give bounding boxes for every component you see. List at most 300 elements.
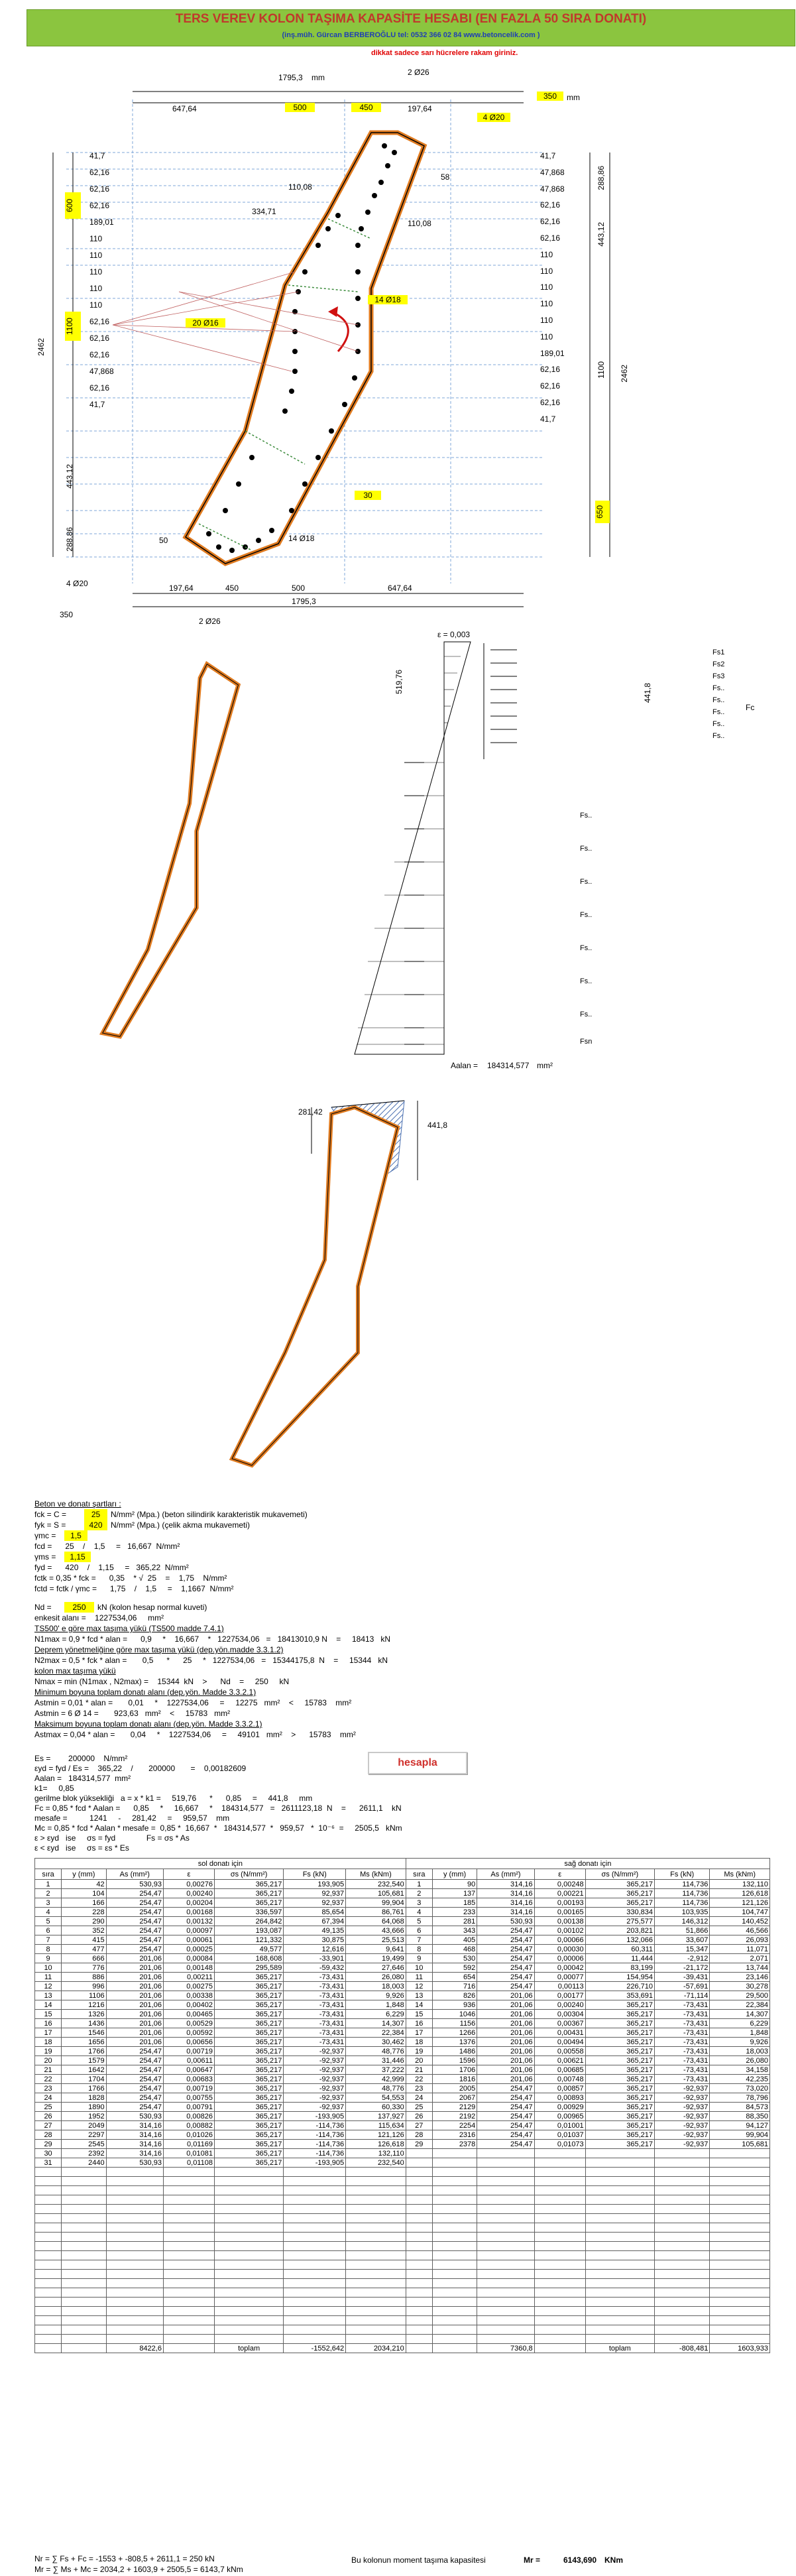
table-cell [710, 2177, 770, 2186]
table-cell: 0,00113 [534, 1982, 585, 1991]
table-cell [534, 2177, 585, 2186]
col-header: Ms (kNm) [710, 1869, 770, 1880]
table-cell: 365,217 [214, 2000, 283, 2010]
unit-label: mm [312, 73, 325, 82]
table-cell: 365,217 [214, 2075, 283, 2084]
table-row [35, 2298, 770, 2307]
table-cell: 201,06 [106, 1982, 163, 1991]
table-cell: 0,00042 [534, 1963, 585, 1973]
max-header: Maksimum boyuna toplam donatı alanı (dep.yön. Madde 3.3.2.1) [34, 1719, 262, 1729]
right-table-title: sağ donatı için [406, 1859, 769, 1869]
table-cell [35, 2251, 62, 2260]
table-cell: -73,431 [284, 1973, 346, 1982]
table-cell [432, 2242, 477, 2251]
bot-corner-bar-label: 4 Ø20 [66, 579, 88, 588]
table-cell [406, 2279, 432, 2288]
table-cell: 1 [35, 1880, 62, 1889]
table-cell: 365,217 [585, 2038, 654, 2047]
table-cell: 12 [35, 1982, 62, 1991]
table-cell [432, 2149, 477, 2158]
table-cell [655, 2325, 710, 2335]
table-cell: 254,47 [477, 1945, 534, 1954]
table-cell: 84,573 [710, 2103, 770, 2112]
left-total-label: toplam [214, 2344, 283, 2353]
table-cell: 1890 [62, 2103, 106, 2112]
table-cell: 201,06 [477, 1991, 534, 2000]
table-cell: 0,01037 [534, 2130, 585, 2140]
table-cell [284, 2223, 346, 2233]
compression-zone-svg [199, 1087, 597, 1472]
table-row [35, 2000, 770, 2010]
table-cell [534, 2335, 585, 2344]
table-cell [163, 2242, 214, 2251]
table-cell: 114,736 [655, 1880, 710, 1889]
table-cell [406, 2223, 432, 2233]
table-cell [163, 2168, 214, 2177]
table-cell [284, 2205, 346, 2214]
table-cell: 254,47 [106, 2056, 163, 2065]
mesafe-line: mesafe = 1241 - 281,42 = 959,57 mm [34, 1813, 230, 1823]
table-cell [163, 2335, 214, 2344]
table-cell: 99,904 [710, 2130, 770, 2140]
left-block2-input[interactable]: 1100 [65, 312, 81, 341]
table-cell: -92,937 [284, 2093, 346, 2103]
table-cell: 592 [432, 1963, 477, 1973]
table-cell [62, 2260, 106, 2270]
table-cell: 19 [35, 2047, 62, 2056]
table-cell: 0,00304 [534, 2010, 585, 2019]
table-cell: 468 [432, 1945, 477, 1954]
table-cell: 2 [35, 1889, 62, 1898]
bar-mid-right-input[interactable]: 14 Ø18 [368, 295, 408, 304]
table-cell: 0,00719 [163, 2047, 214, 2056]
table-cell: 203,821 [585, 1926, 654, 1935]
table-cell [477, 2307, 534, 2316]
table-cell [284, 2177, 346, 2186]
table-cell: 22 [406, 2075, 432, 2084]
table-cell [406, 2325, 432, 2335]
dep-header: Deprem yönetmeliğine göre max taşıma yükü (dep.yön.madde 3.3.1.2) [34, 1645, 284, 1654]
table-cell [62, 2298, 106, 2307]
table-cell: 26 [35, 2112, 62, 2121]
table-cell [346, 2298, 406, 2307]
table-cell: 201,06 [106, 2038, 163, 2047]
table-cell: 132,110 [710, 1880, 770, 1889]
table-cell [585, 2158, 654, 2168]
table-cell [62, 2307, 106, 2316]
table-row [35, 2325, 770, 2335]
table-cell: 105,681 [710, 2140, 770, 2149]
table-cell [35, 2288, 62, 2298]
table-cell: 11 [406, 1973, 432, 1982]
table-row [35, 1991, 770, 2000]
table-cell: 2316 [432, 2130, 477, 2140]
table-cell: 254,47 [477, 1982, 534, 1991]
table-row [35, 2065, 770, 2075]
table-cell: 254,47 [477, 1973, 534, 1982]
table-cell [163, 2223, 214, 2233]
table-cell [477, 2279, 534, 2288]
table-cell: 14 [406, 2000, 432, 2010]
epsilon-label: ε = 0,003 [437, 630, 471, 639]
left-total-dim: 2462 [36, 338, 46, 356]
nr-line: Nr = ∑ Fs + Fc = -1553 + -808,5 + 2611,1 = 250 kN [34, 2554, 215, 2563]
table-cell: 27 [406, 2121, 432, 2130]
table-cell [432, 2233, 477, 2242]
bot-w2-dim: 450 [225, 583, 239, 593]
table-cell [710, 2186, 770, 2195]
nd-note: kN (kolon hesap normal kuveti) [97, 1603, 207, 1612]
mc-line: Mc = 0,85 * fcd * Aalan * mesafe = 0,85 * 16,667 * 184314,577 * 959,57 * 10⁻⁶ = 2505,5 kNm [34, 1823, 402, 1833]
table-cell [406, 2168, 432, 2177]
table-cell [534, 2270, 585, 2279]
table-row [35, 2121, 770, 2130]
table-cell: 99,904 [346, 1898, 406, 1908]
col-header: ε [163, 1869, 214, 1880]
table-cell [406, 2251, 432, 2260]
table-cell: 2067 [432, 2093, 477, 2103]
table-cell [35, 2325, 62, 2335]
table-cell: 0,00965 [534, 2112, 585, 2121]
table-cell: 365,217 [214, 2019, 283, 2028]
table-cell [534, 2279, 585, 2288]
table-cell: 365,217 [214, 2084, 283, 2093]
table-cell: 0,00857 [534, 2084, 585, 2093]
fck-note: N/mm² (Mpa.) (beton silindirik karakteristik mukavemeti) [111, 1510, 308, 1519]
table-cell: 15 [406, 2010, 432, 2019]
table-cell [406, 2205, 432, 2214]
table-cell [585, 2260, 654, 2270]
table-cell: -73,431 [284, 2028, 346, 2038]
table-cell: 25 [35, 2103, 62, 2112]
table-cell: 9 [406, 1954, 432, 1963]
table-cell: 7 [35, 1935, 62, 1945]
left-block1-input[interactable]: 600 [65, 192, 81, 219]
table-cell: 1 [406, 1880, 432, 1889]
table-cell [346, 2233, 406, 2242]
table-cell: 86,761 [346, 1908, 406, 1917]
table-row [35, 2316, 770, 2325]
table-cell: 29 [406, 2140, 432, 2149]
table-cell [710, 2233, 770, 2242]
table-cell: 530,93 [106, 2158, 163, 2168]
table-cell [35, 2260, 62, 2270]
table-cell: 0,00168 [163, 1908, 214, 1917]
table-cell: -193,905 [284, 2158, 346, 2168]
table-cell [710, 2149, 770, 2158]
table-cell: 201,06 [106, 1954, 163, 1963]
table-cell: 105,681 [346, 1889, 406, 1898]
table-cell: 0,00138 [534, 1917, 585, 1926]
table-cell: 28 [35, 2130, 62, 2140]
table-cell: 254,47 [477, 2130, 534, 2140]
table-cell: -71,114 [655, 1991, 710, 2000]
table-cell: 365,217 [214, 2140, 283, 2149]
table-cell: 365,217 [585, 2056, 654, 2065]
table-cell [655, 2186, 710, 2195]
table-cell [62, 2242, 106, 2251]
table-cell: 30,462 [346, 2038, 406, 2047]
area-value: 184314,577 [487, 1061, 530, 1070]
table-cell: 31,446 [346, 2056, 406, 2065]
bot-bar-label: 2 Ø26 [199, 617, 221, 626]
table-cell: 201,06 [106, 2000, 163, 2010]
table-cell: 0,00177 [534, 1991, 585, 2000]
table-cell: 365,217 [585, 2103, 654, 2112]
table-cell: -33,901 [284, 1954, 346, 1963]
table-cell: 28 [406, 2130, 432, 2140]
col-header: y (mm) [432, 1869, 477, 1880]
table-cell: 7 [406, 1935, 432, 1945]
table-cell [284, 2260, 346, 2270]
depth-dim: 519,76 [394, 670, 404, 694]
cover-input[interactable]: 350 [537, 92, 563, 101]
area-label: Aalan = [451, 1061, 479, 1070]
table-cell [214, 2288, 283, 2298]
table-cell: 0,00402 [163, 2000, 214, 2010]
table-cell [710, 2270, 770, 2279]
table-cell: 254,47 [106, 1926, 163, 1935]
table-cell: -73,431 [655, 2056, 710, 2065]
table-cell: 365,217 [585, 1898, 654, 1908]
gmc-input[interactable]: 1,5 [64, 1530, 87, 1541]
table-row [35, 2158, 770, 2168]
table-cell: 0,00529 [163, 2019, 214, 2028]
table-cell [585, 2242, 654, 2251]
table-cell: 0,00097 [163, 1926, 214, 1935]
top-w3-input[interactable]: 450 [351, 103, 381, 112]
table-cell: 201,06 [106, 2010, 163, 2019]
table-cell [534, 2307, 585, 2316]
table-cell [214, 2195, 283, 2205]
rule-line-1: ε > εyd ise σs = fyd Fs = σs * As [34, 1833, 190, 1843]
table-cell [477, 2186, 534, 2195]
table-cell: -73,431 [284, 2019, 346, 2028]
table-cell [214, 2186, 283, 2195]
table-cell: 275,577 [585, 1917, 654, 1926]
table-cell: 94,127 [710, 2121, 770, 2130]
table-cell [163, 2195, 214, 2205]
table-cell: 5 [35, 1917, 62, 1926]
table-cell: 90 [432, 1880, 477, 1889]
table-cell [534, 2288, 585, 2298]
table-cell [655, 2149, 710, 2158]
table-cell [585, 2325, 654, 2335]
table-cell: 88,350 [710, 2112, 770, 2121]
table-cell [214, 2214, 283, 2223]
table-cell: 27,646 [346, 1963, 406, 1973]
table-cell [534, 2195, 585, 2205]
table-row [35, 2038, 770, 2047]
table-cell: 185 [432, 1898, 477, 1908]
table-cell: 201,06 [106, 1963, 163, 1973]
table-cell: 0,00611 [163, 2056, 214, 2065]
table-cell: 126,618 [346, 2140, 406, 2149]
left-table-title: sol donatı için [35, 1859, 406, 1869]
table-cell: 15 [35, 2010, 62, 2019]
k1-line: k1= 0,85 [34, 1784, 74, 1793]
table-cell: 14,307 [346, 2019, 406, 2028]
table-row [35, 2205, 770, 2214]
table-cell: 140,452 [710, 1917, 770, 1926]
table-cell [35, 2205, 62, 2214]
table-cell: -21,172 [655, 1963, 710, 1973]
fctk-line: fctk = 0,35 * fck = 0,35 * √ 25 = 1,75 N/mm² [34, 1573, 227, 1583]
fctd-line: fctd = fctk / γmc = 1,75 / 1,5 = 1,1667 N/mm² [34, 1584, 234, 1593]
table-cell [62, 2251, 106, 2260]
fck-input[interactable]: 25 [84, 1509, 107, 1520]
table-cell [432, 2279, 477, 2288]
table-cell [534, 2168, 585, 2177]
aalan-line: Aalan = 184314,577 mm² [34, 1774, 131, 1783]
right-block4-input[interactable]: 650 [595, 501, 610, 523]
table-cell: -92,937 [655, 2121, 710, 2130]
table-cell [710, 2251, 770, 2260]
right-dims: 41,7 47,868 47,868 62,16 62,16 62,16 110 110 110 110 110 110 189,01 62,16 62,16 62,16 41,7 [540, 151, 565, 424]
table-cell [710, 2223, 770, 2233]
table-cell: 137,927 [346, 2112, 406, 2121]
section-drawing [27, 60, 795, 630]
fyk-input[interactable]: 420 [84, 1520, 107, 1530]
table-cell: 12 [406, 1982, 432, 1991]
dim-281: 281,42 [298, 1107, 323, 1117]
table-cell: 530,93 [106, 1880, 163, 1889]
table-cell: 0,00006 [534, 1954, 585, 1963]
table-cell: 51,866 [655, 1926, 710, 1935]
table-cell [106, 2307, 163, 2316]
table-cell: -92,937 [655, 2112, 710, 2121]
gms-label: γms = [34, 1552, 56, 1562]
table-cell: 2 [406, 1889, 432, 1898]
table-cell [214, 2325, 283, 2335]
table-cell: 14,307 [710, 2010, 770, 2019]
table-cell: 365,217 [585, 2065, 654, 2075]
gmc-label: γmc = [34, 1531, 56, 1540]
table-cell [585, 2223, 654, 2233]
table-cell: 201,06 [477, 2047, 534, 2056]
val-30-input[interactable]: 30 [355, 491, 381, 500]
table-cell [106, 2251, 163, 2260]
table-cell: 54,553 [346, 2093, 406, 2103]
gms-input[interactable]: 1,15 [64, 1552, 91, 1562]
table-cell: 0,00221 [534, 1889, 585, 1898]
table-cell: 365,217 [214, 1982, 283, 1991]
table-cell [477, 2177, 534, 2186]
table-cell: 201,06 [477, 2019, 534, 2028]
table-cell [346, 2214, 406, 2223]
table-cell [62, 2177, 106, 2186]
table-cell: 2049 [62, 2121, 106, 2130]
table-cell: 46,566 [710, 1926, 770, 1935]
table-cell [477, 2325, 534, 2335]
min-line1: Astmin = 0,01 * alan = 0,01 * 1227534,06 = 12275 mm² < 15783 mm² [34, 1698, 352, 1707]
force-labels-lower: Fs.. Fs.. Fs.. Fs.. Fs.. Fs.. Fs.. [580, 812, 593, 1018]
table-cell [432, 2307, 477, 2316]
table-cell: 0,00338 [163, 1991, 214, 2000]
bar-mid-left-input[interactable]: 20 Ø16 [186, 318, 225, 328]
table-cell [163, 2233, 214, 2242]
table-cell [106, 2195, 163, 2205]
table-cell: 996 [62, 1982, 106, 1991]
table-cell: 15,347 [655, 1945, 710, 1954]
table-cell [35, 2335, 62, 2344]
table-cell [710, 2195, 770, 2205]
table-cell: 365,217 [214, 2103, 283, 2112]
table-cell [534, 2251, 585, 2260]
table-cell [477, 2233, 534, 2242]
table-cell: 0,00025 [163, 1945, 214, 1954]
table-cell [346, 2270, 406, 2279]
table-cell [106, 2325, 163, 2335]
table-cell [432, 2168, 477, 2177]
section-drawing-svg [27, 60, 795, 630]
table-cell [585, 2288, 654, 2298]
table-cell [284, 2270, 346, 2279]
mr-line: Mr = ∑ Ms + Mc = 2034,2 + 1603,9 + 2505,5 = 6143,7 kNm [34, 2565, 243, 2574]
table-row [35, 2195, 770, 2205]
table-cell: 24 [406, 2093, 432, 2103]
table-cell: 0,00592 [163, 2028, 214, 2038]
fc-line: Fc = 0,85 * fcd * Aalan = 0,85 * 16,667 * 184314,577 = 2611123,18 N = 2611,1 kN [34, 1804, 402, 1813]
col-header: As (mm²) [106, 1869, 163, 1880]
table-cell [406, 2158, 432, 2168]
table-cell [432, 2205, 477, 2214]
table-cell: 2254 [432, 2121, 477, 2130]
table-row [35, 2047, 770, 2056]
table-cell [655, 2242, 710, 2251]
table-cell [163, 2186, 214, 2195]
nd-input[interactable]: 250 [64, 1602, 94, 1613]
table-cell: 0,00826 [163, 2112, 214, 2121]
table-cell [62, 2335, 106, 2344]
table-cell [585, 2205, 654, 2214]
table-cell: 30,278 [710, 1982, 770, 1991]
table-row [35, 1908, 770, 1917]
table-cell: 0,00248 [534, 1880, 585, 1889]
table-cell: 104,747 [710, 1908, 770, 1917]
top-w2-input[interactable]: 500 [285, 103, 315, 112]
table-cell: -92,937 [284, 2056, 346, 2065]
corner-bar-input[interactable]: 4 Ø20 [477, 113, 510, 122]
table-cell: 201,06 [477, 2038, 534, 2047]
table-cell: 0,01001 [534, 2121, 585, 2130]
table-cell: -73,431 [284, 2010, 346, 2019]
table-cell: 1,848 [710, 2028, 770, 2038]
table-cell: 254,47 [106, 1935, 163, 1945]
table-cell: 48,776 [346, 2084, 406, 2093]
col-header: As (mm²) [477, 1869, 534, 1880]
table-cell: 254,47 [477, 1935, 534, 1945]
table-cell [406, 2270, 432, 2279]
table-cell [163, 2270, 214, 2279]
table-cell: -92,937 [284, 2075, 346, 2084]
hesapla-button[interactable]: hesapla [368, 1752, 467, 1774]
table-cell: 0,00755 [163, 2093, 214, 2103]
table-cell: -73,431 [284, 2000, 346, 2010]
table-row [35, 1945, 770, 1954]
table-cell: 365,217 [585, 1880, 654, 1889]
bot-left-val: 350 [60, 610, 74, 619]
table-cell: 0,00558 [534, 2047, 585, 2056]
table-cell: 365,217 [214, 1898, 283, 1908]
table-cell: -92,937 [284, 2047, 346, 2056]
table-cell: 26,093 [710, 1935, 770, 1945]
table-cell [284, 2288, 346, 2298]
table-cell [406, 2260, 432, 2270]
table-cell [534, 2233, 585, 2242]
table-cell: 254,47 [106, 1889, 163, 1898]
table-cell [106, 2335, 163, 2344]
